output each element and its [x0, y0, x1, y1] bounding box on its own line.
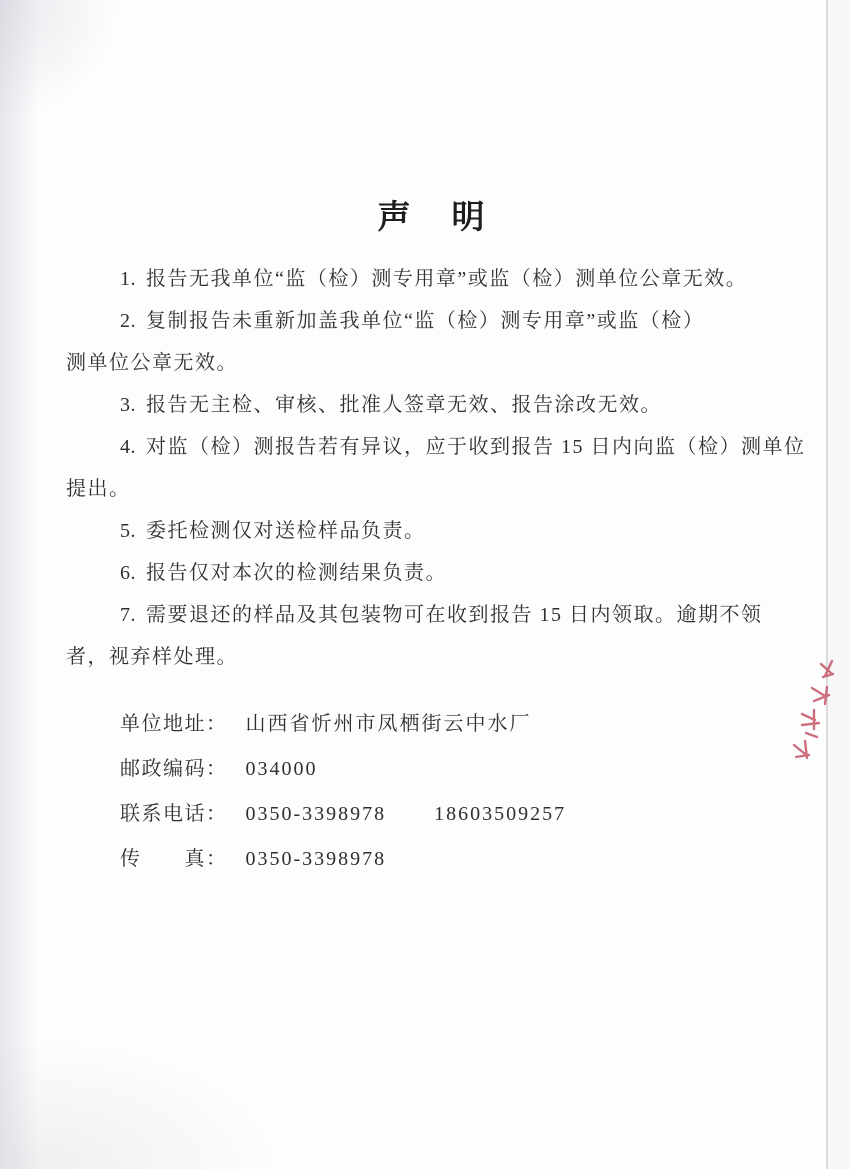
- item-number: 6.: [120, 562, 136, 584]
- contact-value: 0350-3398978: [245, 803, 387, 825]
- contact-value: 034000: [245, 758, 318, 780]
- item-number: 5.: [120, 520, 136, 542]
- item-text: 提出。: [66, 478, 131, 500]
- contact-row-3: [120, 792, 800, 837]
- contact-row-1: [120, 702, 800, 747]
- statement-item-7-line-1: [66, 594, 800, 636]
- item-number: 1.: [120, 268, 136, 290]
- statement-item-2: [66, 300, 800, 384]
- item-text: 复制报告未重新加盖我单位“监（检）测专用章”或监（检）: [146, 310, 705, 332]
- statement-item-4-line-2: [66, 468, 800, 510]
- item-text: 者，视弃样处理。: [66, 646, 238, 668]
- page-title: 声 明: [377, 198, 489, 235]
- item-number: 3.: [120, 394, 136, 416]
- scan-topleft-shadow: [0, 0, 120, 120]
- contact-label: 邮政编码：: [120, 758, 228, 780]
- statement-item-4-line-1: [66, 426, 806, 468]
- item-text: 测单位公章无效。: [66, 352, 238, 374]
- contact-value: 18603509257: [434, 803, 567, 825]
- scan-right-strip: [828, 0, 850, 1169]
- statement-item-6-line-1: [66, 552, 800, 594]
- statement-content: [66, 196, 806, 882]
- statement-item-1: [66, 258, 800, 300]
- scan-bottomleft-shadow: [0, 1029, 300, 1169]
- item-text: 报告无主检、审核、批准人签章无效、报告涂改无效。: [146, 394, 662, 416]
- scan-left-shadow: [0, 0, 38, 1169]
- statement-item-5-line-1: [66, 510, 800, 552]
- item-number: 2.: [120, 310, 136, 332]
- statement-item-2-line-1: [66, 300, 800, 342]
- paper-edge-line: [826, 0, 828, 1169]
- contact-label: 传 真：: [120, 848, 228, 870]
- statement-item-1-line-1: [66, 258, 800, 300]
- contact-value: 山西省忻州市凤栖街云中水厂: [245, 713, 532, 735]
- contact-row-4: [120, 837, 800, 882]
- statement-item-4: [66, 426, 806, 510]
- item-number: 7.: [120, 604, 136, 626]
- contact-value: 0350-3398978: [245, 848, 387, 870]
- statement-item-7: [66, 594, 800, 678]
- statement-item-6: [66, 552, 800, 594]
- contact-label: 单位地址：: [120, 713, 228, 735]
- contact-label: 联系电话：: [120, 803, 228, 825]
- statement-item-2-line-2: [66, 342, 800, 384]
- contact-row-2: [120, 747, 800, 792]
- item-text: 报告无我单位“监（检）测专用章”或监（检）测单位公章无效。: [146, 268, 748, 290]
- item-text: 需要退还的样品及其包装物可在收到报告 15 日内领取。逾期不领: [146, 604, 763, 626]
- contact-block: [66, 702, 800, 882]
- statement-item-5: [66, 510, 800, 552]
- statement-item-3: [66, 384, 800, 426]
- statement-item-3-line-1: [66, 384, 800, 426]
- item-text: 委托检测仅对送检样品负责。: [146, 520, 426, 542]
- item-number: 4.: [120, 436, 136, 458]
- statement-items: [66, 258, 806, 678]
- item-text: 对监（检）测报告若有异议，应于收到报告 15 日内向监（检）测单位: [146, 436, 806, 458]
- statement-item-7-line-2: [66, 636, 800, 678]
- item-text: 报告仅对本次的检测结果负责。: [146, 562, 447, 584]
